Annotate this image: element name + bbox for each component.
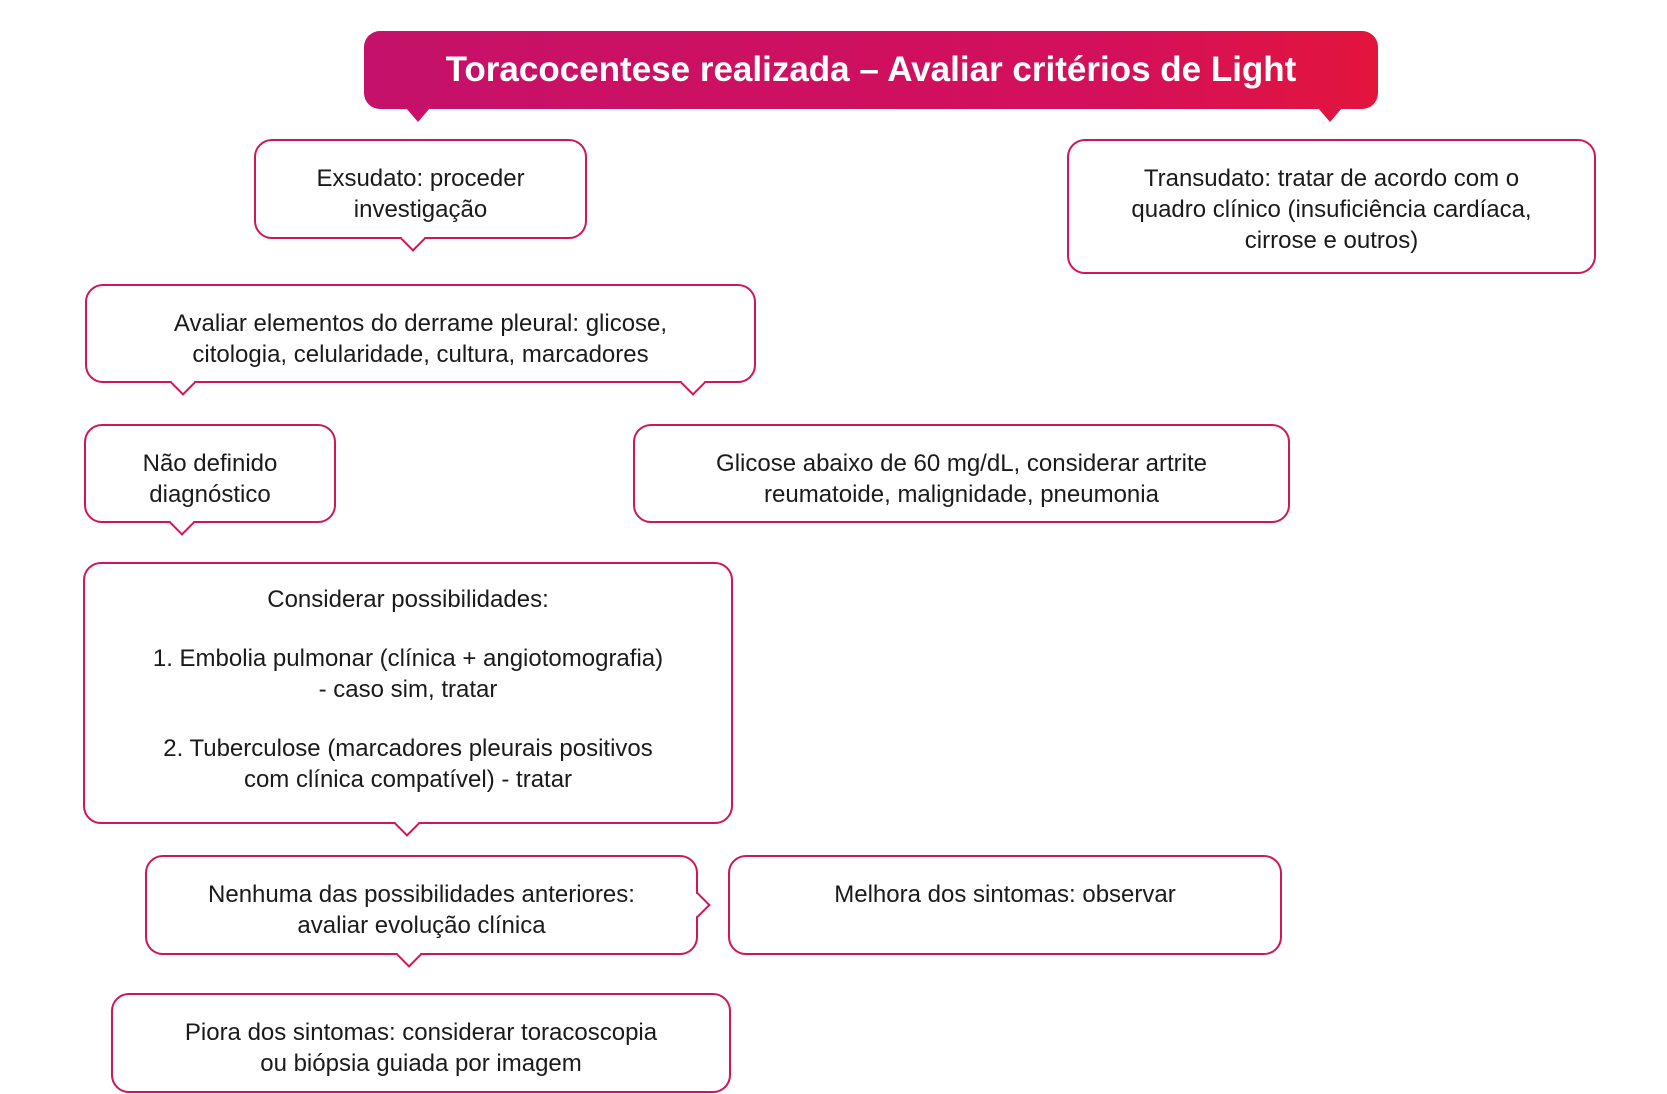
transudato-line-3: cirrose e outros) bbox=[1244, 227, 1419, 254]
considerar-item-1-line-2: - caso sim, tratar bbox=[318, 676, 498, 703]
transudato-box bbox=[1067, 139, 1596, 274]
exsudato-box bbox=[254, 139, 587, 239]
nenhuma-pointer-down bbox=[396, 942, 421, 967]
avaliar-pointer-right bbox=[680, 370, 705, 395]
melhora-box bbox=[728, 855, 1282, 955]
piora-box bbox=[111, 993, 731, 1093]
nenhuma-pointer-right bbox=[685, 892, 710, 917]
header-pointer-right bbox=[1318, 108, 1342, 122]
glicose-line-1: Glicose abaixo de 60 mg/dL, considerar artrite bbox=[716, 450, 1207, 477]
considerar-item-2-line-2: com clínica compatível) - tratar bbox=[243, 766, 573, 793]
exsudato-pointer bbox=[400, 226, 425, 251]
considerar-possibilidades-box bbox=[83, 562, 733, 824]
nenhuma-box bbox=[145, 855, 698, 955]
avaliar-elementos-box bbox=[85, 284, 756, 383]
piora-line-2: ou biópsia guiada por imagem bbox=[260, 1050, 582, 1077]
nao-definido-line-2: diagnóstico bbox=[149, 481, 271, 508]
melhora-line-1: Melhora dos sintomas: observar bbox=[834, 881, 1176, 908]
exsudato-line-1: Exsudato: proceder bbox=[316, 165, 525, 192]
considerar-pointer bbox=[394, 811, 419, 836]
glicose-line-2: reumatoide, malignidade, pneumonia bbox=[764, 481, 1159, 508]
transudato-line-2: quadro clínico (insuficiência cardíaca, bbox=[1131, 196, 1532, 223]
nao-definido-box bbox=[84, 424, 336, 523]
considerar-title bbox=[95, 584, 721, 615]
transudato-line-1: Transudato: tratar de acordo com o bbox=[1143, 165, 1520, 192]
nao-definido-pointer bbox=[169, 510, 194, 535]
considerar-item-1 bbox=[95, 643, 721, 705]
considerar-item-1-line-1: 1. Embolia pulmonar (clínica + angiotomografia) bbox=[152, 645, 664, 672]
exsudato-line-2: investigação bbox=[353, 196, 488, 223]
header-pointer-left bbox=[406, 108, 430, 122]
piora-line-1: Piora dos sintomas: considerar toracoscopia bbox=[184, 1019, 658, 1046]
glicose-box bbox=[633, 424, 1290, 523]
considerar-item-2-line-1: 2. Tuberculose (marcadores pleurais positivos bbox=[163, 735, 653, 762]
nao-definido-line-1: Não definido bbox=[142, 450, 278, 477]
nenhuma-line-1: Nenhuma das possibilidades anteriores: bbox=[208, 881, 635, 908]
avaliar-line-1: Avaliar elementos do derrame pleural: glicose, bbox=[173, 310, 668, 337]
avaliar-line-2: citologia, celularidade, cultura, marcadores bbox=[192, 341, 649, 368]
considerar-title-text: Considerar possibilidades: bbox=[267, 586, 549, 613]
avaliar-pointer-left bbox=[170, 370, 195, 395]
header-title: Toracocentese realizada – Avaliar critérios de Light bbox=[364, 31, 1378, 109]
considerar-item-2 bbox=[95, 733, 721, 795]
nenhuma-line-2: avaliar evolução clínica bbox=[297, 912, 546, 939]
